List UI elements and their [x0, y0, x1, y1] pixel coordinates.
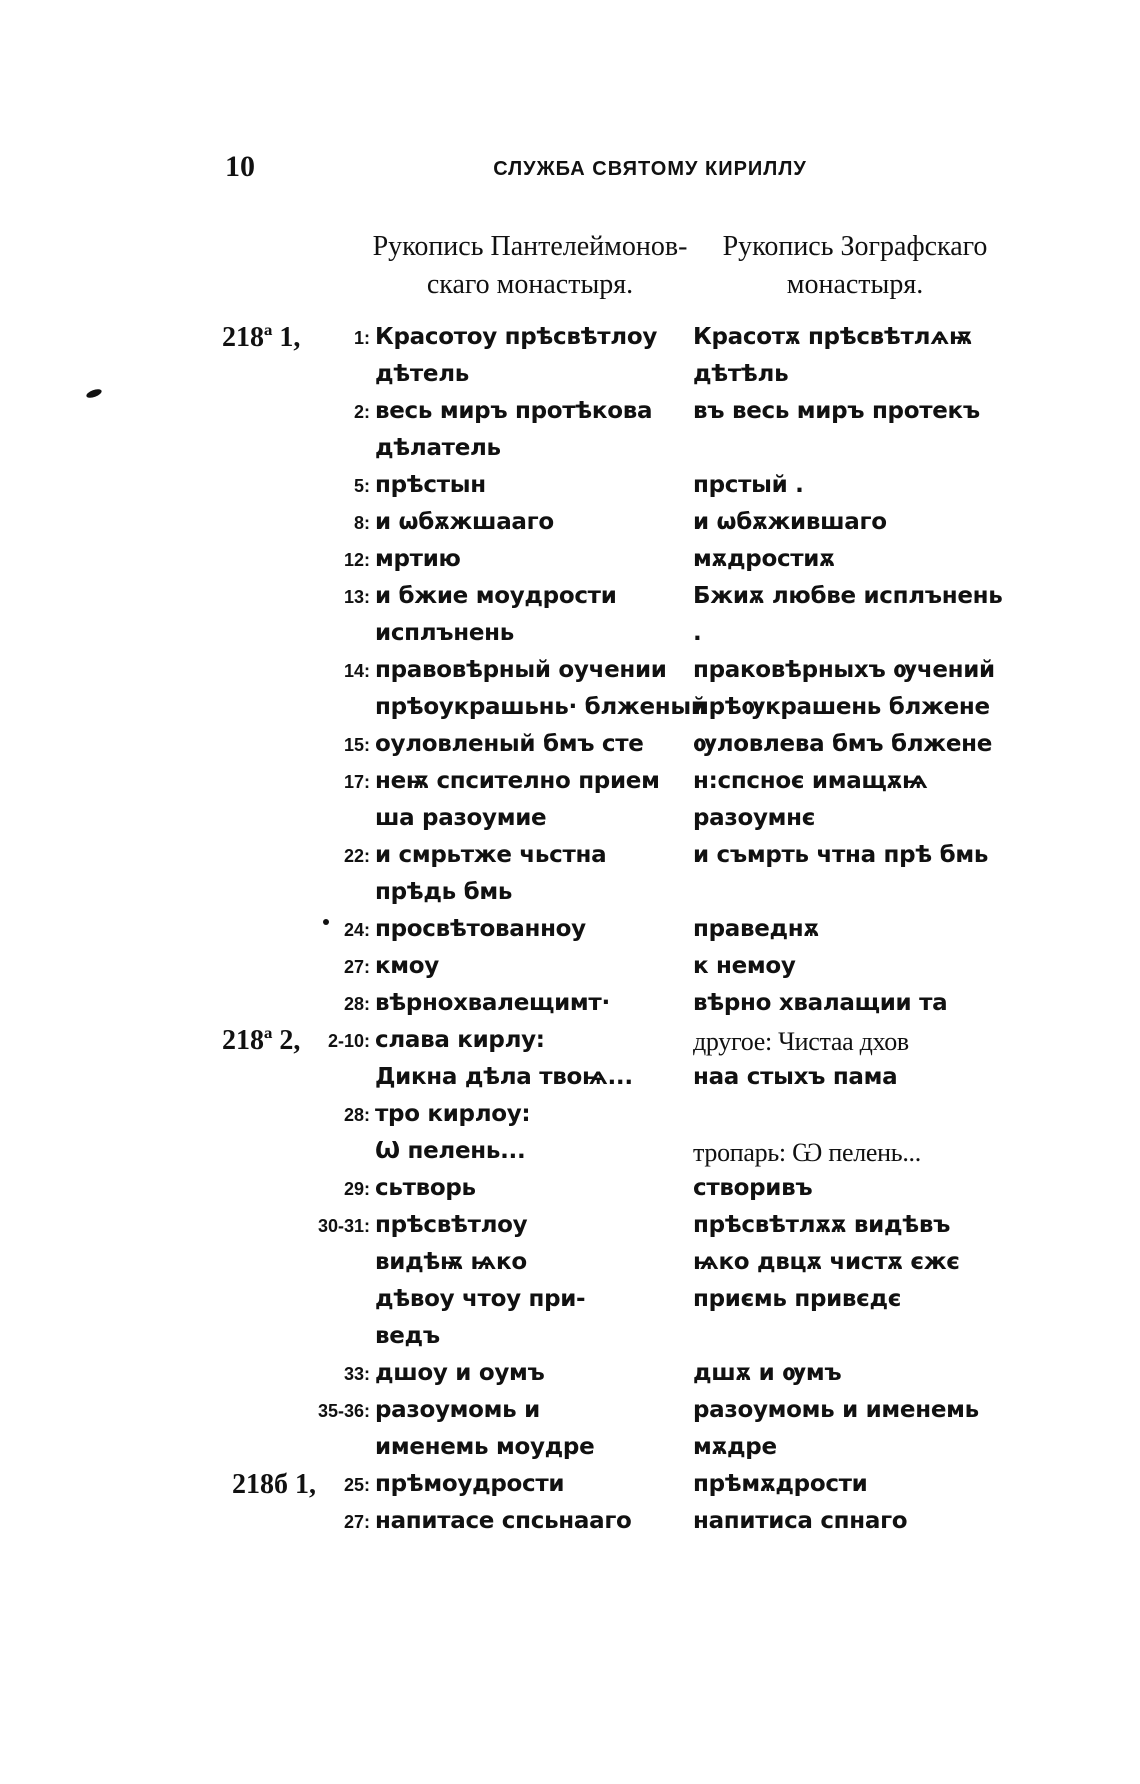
panteleimon-reading: и смрьтже чьстна	[375, 842, 607, 868]
panteleimon-reading: Красотоу прѣсвѣтлоу	[375, 324, 658, 350]
collation-row	[0, 803, 1140, 840]
zograph-reading: прѣсвѣтлѫѫ видѣвъ	[693, 1212, 951, 1238]
zograph-reading: н:спсноє имащѫѩ	[693, 768, 928, 794]
panteleimon-reading: прѣстын	[375, 472, 486, 498]
line-number: 29:	[343, 1179, 370, 1199]
zograph-reading: и ѡбѫжившаго	[693, 509, 887, 535]
collation-row	[0, 1432, 1140, 1469]
zograph-reading: прѣмѫдрости	[693, 1471, 868, 1497]
line-number: 25:	[343, 1475, 370, 1495]
panteleimon-reading: исплънень	[375, 620, 514, 646]
folio-reference: 218б 1,	[232, 1469, 316, 1500]
collation-row	[0, 433, 1140, 470]
collation-row	[0, 396, 1140, 433]
panteleimon-reading: прѣдь бмь	[375, 879, 513, 905]
line-number: 22:	[343, 846, 370, 866]
collation-row	[0, 877, 1140, 914]
line-number: 14:	[343, 661, 370, 681]
line-number: 12:	[343, 550, 370, 570]
line-number: 28:	[343, 994, 370, 1014]
collation-row	[0, 1284, 1140, 1321]
zograph-reading: въ весь миръ протекъ	[693, 398, 980, 424]
column-heading-line: Рукопись Пантелеймонов-	[372, 231, 688, 262]
panteleimon-reading: дѣвоу чтоу при-	[375, 1286, 586, 1312]
panteleimon-reading: прѣоукрашьнь· блженый	[375, 694, 707, 720]
line-number: 8:	[353, 513, 370, 533]
panteleimon-reading: и бжие моудрости	[375, 583, 617, 609]
collation-row	[0, 470, 1140, 507]
line-number: 13:	[343, 587, 370, 607]
panteleimon-reading: дшоу и оумъ	[375, 1360, 545, 1386]
panteleimon-reading: слава кирлу:	[375, 1027, 545, 1053]
zograph-reading: праведнѫ	[693, 916, 819, 942]
zograph-reading: напитиса спнаго	[693, 1508, 908, 1534]
collation-row	[0, 544, 1140, 581]
collation-row	[0, 1210, 1140, 1247]
zograph-reading: прстый .	[693, 472, 804, 498]
collation-row	[0, 692, 1140, 729]
folio-reference: 218ª 2,	[222, 1025, 301, 1056]
zograph-reading: и съмрть чтна прѣ бмь	[693, 842, 989, 868]
collation-row	[0, 988, 1140, 1025]
panteleimon-reading: неѭ спсително прием	[375, 768, 660, 794]
line-number: 15:	[343, 735, 370, 755]
collation-row	[0, 618, 1140, 655]
running-title: СЛУЖБА СВЯТОМУ КИРИЛЛУ	[493, 158, 807, 180]
panteleimon-reading: сьтворь	[375, 1175, 476, 1201]
collation-row	[0, 655, 1140, 692]
collation-row	[0, 322, 1140, 359]
zograph-reading: .	[693, 620, 702, 646]
collation-row	[0, 507, 1140, 544]
zograph-reading: прѣѹкрашень блжене	[693, 694, 990, 720]
panteleimon-reading: тро кирлоу:	[375, 1101, 531, 1127]
column-heading-panteleimon	[370, 228, 690, 304]
line-number: 1:	[353, 328, 370, 348]
collation-table	[0, 322, 1140, 1543]
folio-reference: 218ª 1,	[222, 322, 301, 353]
line-number: 2:	[353, 402, 370, 422]
panteleimon-reading: мртию	[375, 546, 461, 572]
line-number: 30-31:	[317, 1216, 370, 1236]
panteleimon-reading: ша разоумие	[375, 805, 547, 831]
collation-row	[0, 766, 1140, 803]
collation-row	[0, 1395, 1140, 1432]
collation-row	[0, 951, 1140, 988]
column-heading-zograph	[705, 228, 1005, 304]
zograph-reading: Красотѫ прѣсвѣтлѧѭ	[693, 324, 972, 350]
panteleimon-reading: Ѡ пелень...	[375, 1138, 526, 1164]
panteleimon-reading: просвѣтованноу	[375, 916, 586, 942]
zograph-reading: разоумнє	[693, 805, 816, 831]
zograph-reading: вѣрно хвалащии та	[693, 990, 948, 1016]
collation-row	[0, 1062, 1140, 1099]
zograph-reading: другое: Чистаа дхов	[693, 1027, 909, 1056]
collation-row	[0, 1321, 1140, 1358]
collation-row	[0, 1506, 1140, 1543]
collation-row	[0, 1136, 1140, 1173]
collation-row	[0, 1025, 1140, 1062]
panteleimon-reading: Дикна дѣла твоѩ...	[375, 1064, 633, 1090]
column-heading-line: монастыря.	[786, 269, 924, 300]
line-number: 17:	[343, 772, 370, 792]
zograph-reading: дѣтѣль	[693, 361, 789, 387]
line-number: 35-36:	[317, 1401, 370, 1421]
panteleimon-reading: именемь моудре	[375, 1434, 595, 1460]
collation-row	[0, 729, 1140, 766]
collation-row	[0, 1469, 1140, 1506]
zograph-reading: наа стыхъ пама	[693, 1064, 898, 1090]
line-number: 27:	[343, 1512, 370, 1532]
panteleimon-reading: разоумомь и	[375, 1397, 540, 1423]
line-number: 2-10:	[327, 1031, 370, 1051]
panteleimon-reading: правовѣрный оучении	[375, 657, 667, 683]
line-number: 27:	[343, 957, 370, 977]
panteleimon-reading: видѣѭ ѩко	[375, 1249, 527, 1275]
zograph-reading: дшѫ и ѹмъ	[693, 1360, 842, 1386]
page-number: 10	[225, 150, 255, 183]
panteleimon-reading: оуловленый бмъ сте	[375, 731, 644, 757]
line-number: 24:	[343, 920, 370, 940]
collation-row	[0, 914, 1140, 951]
collation-row	[0, 1358, 1140, 1395]
zograph-reading: Бжиѫ любве исплънень	[693, 583, 1003, 609]
panteleimon-reading: вѣрнохвалещимт·	[375, 990, 610, 1016]
zograph-reading: праковѣрныхъ ѹчений	[693, 657, 995, 683]
panteleimon-reading: ведъ	[375, 1323, 440, 1349]
zograph-reading: мѫдре	[693, 1434, 777, 1460]
collation-row	[0, 1099, 1140, 1136]
panteleimon-reading: и ѡбѫжшааго	[375, 509, 554, 535]
panteleimon-reading: весь миръ протѣкова	[375, 398, 653, 424]
zograph-reading: тропарь: Ѡ пелень...	[693, 1138, 921, 1167]
panteleimon-reading: дѣлатель	[375, 435, 501, 461]
line-number: 5:	[353, 476, 370, 496]
panteleimon-reading: кмоу	[375, 953, 440, 979]
collation-row	[0, 1173, 1140, 1210]
line-number: 28:	[343, 1105, 370, 1125]
collation-row	[0, 581, 1140, 618]
zograph-reading: приємь привєдє	[693, 1286, 902, 1312]
collation-row	[0, 359, 1140, 396]
zograph-reading: мѫдростиѫ	[693, 546, 835, 572]
line-number: 33:	[343, 1364, 370, 1384]
panteleimon-reading: прѣсвѣтлоу	[375, 1212, 528, 1238]
column-heading-line: скаго монастыря.	[426, 269, 634, 300]
zograph-reading: ѩко двцѫ чистѫ єжє	[693, 1249, 960, 1275]
panteleimon-reading: прѣмоудрости	[375, 1471, 565, 1497]
zograph-reading: к немоу	[693, 953, 796, 979]
collation-row	[0, 1247, 1140, 1284]
column-heading-line: Рукопись Зографскаго	[722, 231, 988, 262]
zograph-reading: ѹловлева бмъ блжене	[693, 731, 993, 757]
zograph-reading: створивъ	[693, 1175, 813, 1201]
collation-row	[0, 840, 1140, 877]
panteleimon-reading: дѣтель	[375, 361, 470, 387]
panteleimon-reading: напитасе спсьнааго	[375, 1508, 632, 1534]
zograph-reading: разоумомь и именемь	[693, 1397, 979, 1423]
